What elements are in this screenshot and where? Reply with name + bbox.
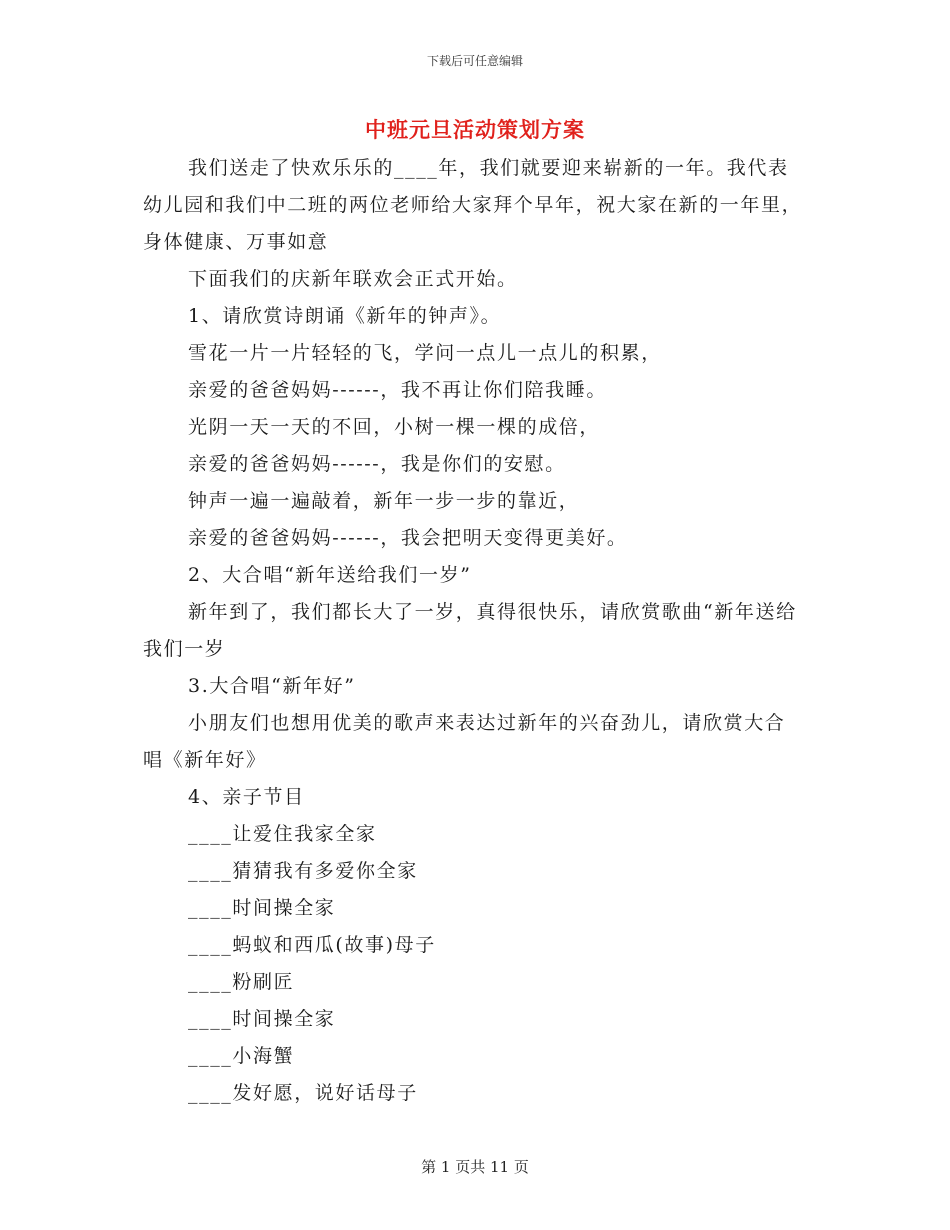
poem-line: 亲爱的爸爸妈妈------，我不再让你们陪我睡。: [188, 379, 607, 401]
parent-child-act: ____猜猜我有多爱你全家: [188, 860, 418, 882]
intro-paragraph: 我们送走了快欢乐乐的____年，我们就要迎来崭新的一年。我代表幼儿园和我们中二班的两位老师给大家拜个早年，祝大家在新的一年里，身体健康、万事如意: [143, 157, 803, 253]
program-item-1-heading: 1、请欣赏诗朗诵《新年的钟声》。: [188, 305, 502, 327]
parent-child-act: ____让爱住我家全家: [188, 823, 377, 845]
opening-line: 下面我们的庆新年联欢会正式开始。: [188, 268, 518, 290]
parent-child-act: ____小海蟹: [188, 1045, 295, 1067]
poem-line: 雪花一片一片轻轻的飞，学问一点儿一点儿的积累，: [188, 342, 662, 364]
parent-child-act: ____蚂蚁和西瓜(故事)母子: [188, 934, 436, 956]
program-item-2-description: 新年到了，我们都长大了一岁，真得很快乐，请欣赏歌曲“新年送给我们一岁: [143, 601, 797, 660]
parent-child-act: ____粉刷匠: [188, 971, 295, 993]
poem-line: 光阴一天一天的不回，小树一棵一棵的成倍，: [188, 416, 601, 438]
parent-child-act: ____时间操全家: [188, 1008, 336, 1030]
program-item-4-heading: 4、亲子节目: [188, 786, 305, 808]
document-body: [143, 150, 803, 1112]
page-number: 第 1 页共 11 页: [421, 1158, 529, 1176]
poem-line: 亲爱的爸爸妈妈------，我会把明天变得更美好。: [188, 527, 628, 549]
document-title: 中班元旦活动策划方案: [365, 117, 585, 142]
poem-line: 钟声一遍一遍敲着，新年一步一步的靠近，: [188, 490, 580, 512]
parent-child-act: ____发好愿，说好话母子: [188, 1082, 418, 1104]
parent-child-act: ____时间操全家: [188, 897, 336, 919]
program-item-2-heading: 2、大合唱“新年送给我们一岁”: [188, 564, 472, 586]
program-item-3-heading: 3.大合唱“新年好”: [188, 675, 356, 697]
page-header-note: 下载后可任意编辑: [426, 54, 523, 68]
program-item-3-description: 小朋友们也想用优美的歌声来表达过新年的兴奋劲儿，请欣赏大合唱《新年好》: [143, 712, 786, 771]
poem-line: 亲爱的爸爸妈妈------，我是你们的安慰。: [188, 453, 566, 475]
